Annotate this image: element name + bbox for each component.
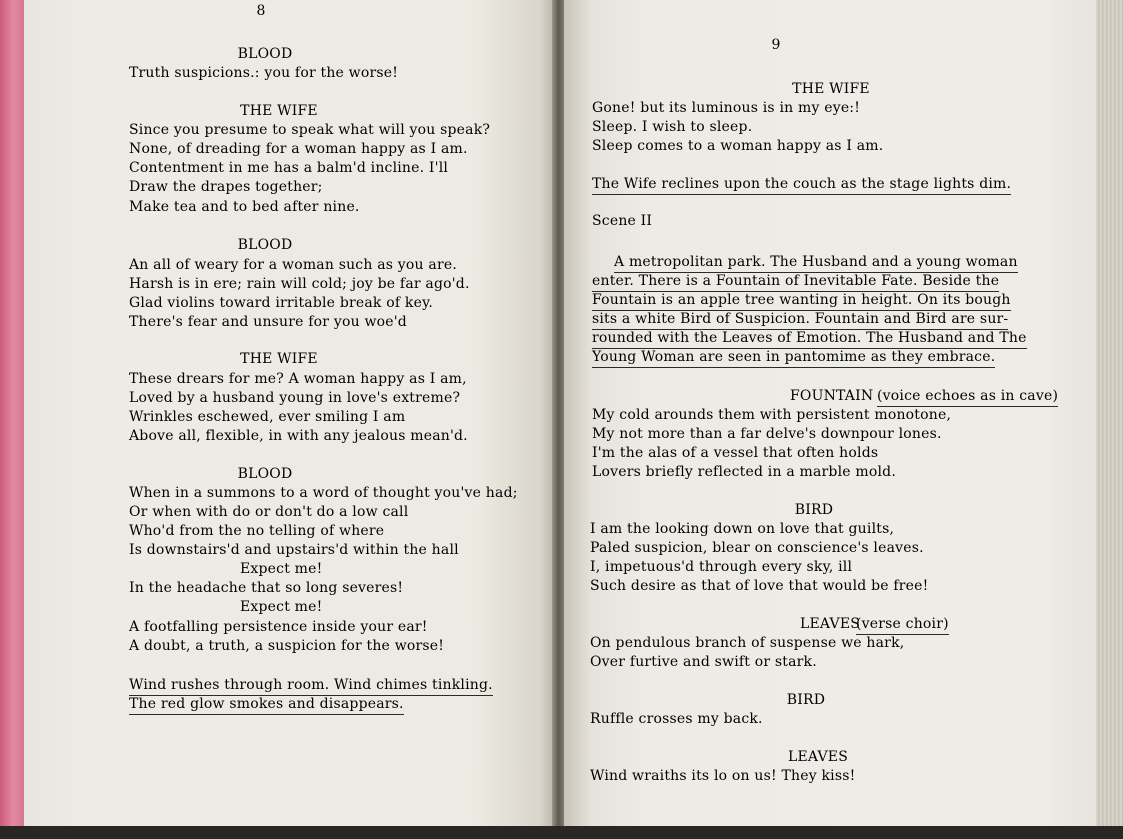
verse-line: Glad violins toward irritable break of key. [129,295,433,311]
verse-line: An all of weary for a woman such as you are. [129,257,457,273]
verse-line: There's fear and unsure for you woe'd [129,314,407,330]
left-page-number: 8 [256,3,266,19]
verse-line: Ruffle crosses my back. [590,711,763,727]
scene-heading: Scene II [592,213,653,229]
verse-line: I'm the alas of a vessel that often holds [592,445,879,461]
verse-line: Paled suspicion, blear on conscience's leaves. [590,540,924,556]
speaker-label: FOUNTAIN [790,388,874,404]
verse-line: Wind wraiths its lo on us! They kiss! [590,768,856,784]
verse-line: Sleep comes to a woman happy as I am. [592,138,884,154]
verse-line: Draw the drapes together; [129,179,323,195]
verse-line: When in a summons to a word of thought you've had; [129,485,518,501]
verse-line: I am the looking down on love that guilts, [590,521,895,537]
speaker-label: LEAVES [800,616,861,632]
verse-line: Or when with do or don't do a low call [129,504,409,520]
speaker-label: BIRD [794,502,834,518]
stage-direction: A metropolitan park. The Husband and a young woman [614,253,1018,273]
speaker-label: THE WIFE [240,351,318,367]
verse-line: Truth suspicions.: you for the worse! [129,65,399,81]
verse-line: These drears for me? A woman happy as I am, [129,371,467,387]
verse-line-indented: Expect me! [240,561,323,577]
verse-line: Above all, flexible, in with any jealous mean'd. [129,428,468,444]
verse-line: Lovers briefly reflected in a marble mold. [592,464,896,480]
stage-direction: The Wife reclines upon the couch as the stage lights dim. [592,175,1011,195]
speaker-label: BLOOD [237,466,293,482]
verse-line: Over furtive and swift or stark. [590,654,817,670]
verse-line: None, of dreading for a woman happy as I am. [129,141,468,157]
verse-line: Harsh is in ere; rain will cold; joy be far ago'd. [129,276,470,292]
speaker-label: LEAVES [787,749,849,765]
stage-direction: Young Woman are seen in pantomime as they embrace. [592,348,995,368]
speaker-label: BLOOD [237,46,293,62]
verse-line: Make tea and to bed after nine. [129,199,360,215]
verse-line: In the headache that so long severes! [129,580,404,596]
page-edges [1096,0,1123,834]
verse-line-indented: Expect me! [240,599,323,615]
verse-line: Loved by a husband young in love's extreme? [129,390,461,406]
stage-direction: (voice echoes as in cave) [877,387,1058,407]
stage-direction: (verse choir) [856,615,949,635]
stage-direction: sits a white Bird of Suspicion. Fountain and Bird are sur- [592,310,1008,330]
verse-line: My cold arounds them with persistent monotone, [592,407,952,423]
stage-direction: enter. There is a Fountain of Inevitable Fate. Beside the [592,272,999,292]
verse-line: I, impetuous'd through every sky, ill [590,559,853,575]
verse-line: Contentment in me has a balm'd incline. I'll [129,160,449,176]
right-page-number: 9 [771,37,781,53]
verse-line: Sleep. I wish to sleep. [592,119,753,135]
speaker-label: BIRD [786,692,826,708]
stage-direction: The red glow smokes and disappears. [129,695,404,715]
verse-line: Who'd from the no telling of where [129,523,385,539]
verse-line: A footfalling persistence inside your ear! [129,619,428,635]
verse-line: My not more than a far delve's downpour lones. [592,426,942,442]
stage-direction: Wind rushes through room. Wind chimes tinkling. [129,676,493,696]
verse-line: Gone! but its luminous is in my eye:! [592,100,861,116]
speaker-label: BLOOD [237,237,293,253]
verse-line: Since you presume to speak what will you speak? [129,122,491,138]
stage-direction: Fountain is an apple tree wanting in height. On its bough [592,291,1011,311]
verse-line: A doubt, a truth, a suspicion for the worse! [129,638,445,654]
verse-line: Wrinkles eschewed, ever smiling I am [129,409,406,425]
verse-line: Such desire as that of love that would be free! [590,578,929,594]
bottom-shadow [0,826,1123,839]
speaker-label: THE WIFE [240,103,318,119]
book-cover-edge [0,0,24,830]
stage-direction: rounded with the Leaves of Emotion. The Husband and The [592,329,1027,349]
speaker-label: THE WIFE [792,81,870,97]
verse-line: On pendulous branch of suspense we hark, [590,635,905,651]
verse-line: Is downstairs'd and upstairs'd within the hall [129,542,459,558]
